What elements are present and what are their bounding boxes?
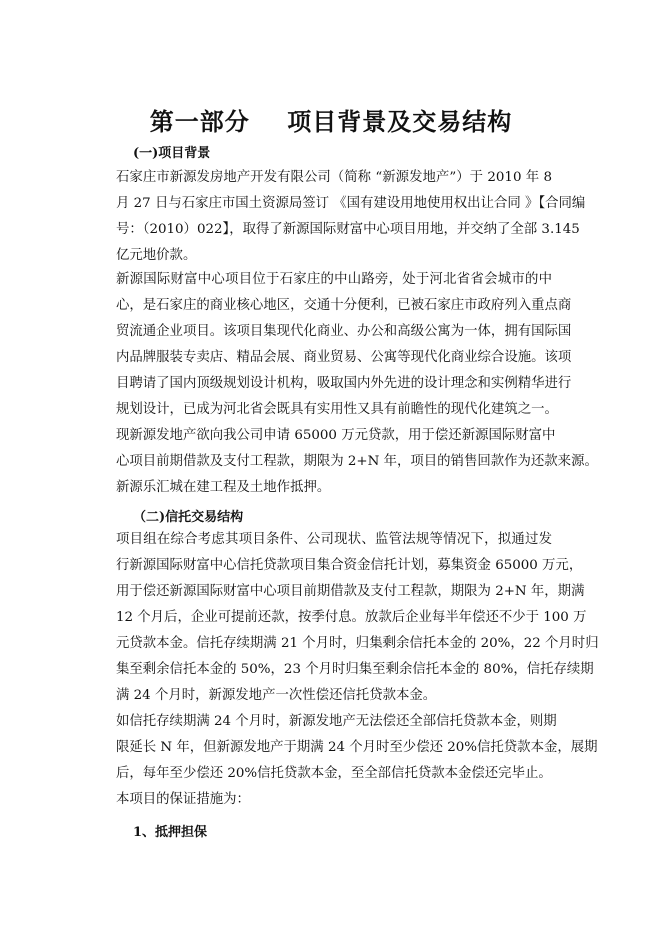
text-line: 集至剩余信托本金的 50%，23 个月时归集至剩余信托本金的 80%，信托存续期 [116,662,594,677]
text-line: 内品牌服装专卖店、精品会展、商业贸易、公寓等现代化商业综合设施。该项 [116,350,572,365]
section-heading-mortgage: 1、抵押担保 [133,825,208,840]
text-line: 新源国际财富中心项目位于石家庄的中山路旁，处于河北省省会城市的中 [116,272,552,287]
text-line: 行新源国际财富中心信托贷款项目集合资金信托计划，募集资金 65000 万元， [116,558,583,573]
paragraph-project-location [116,267,572,423]
paragraph-company-land [116,165,586,269]
section-heading-trust-structure: （二)信托交易结构 [133,510,244,525]
text-line: 满 24 个月时，新源发地产一次性偿还信托贷款本金。 [116,688,437,703]
text-line: 心，是石家庄的商业核心地区，交通十分便利，已被石家庄市政府列入重点商 [116,298,572,313]
text-line: 目聘请了国内顶级规划设计机构，吸取国内外先进的设计理念和实例精华进行 [116,376,572,391]
text-line: 限延长 N 年，但新源发地产于期满 24 个月时至少偿还 20%信托贷款本金，展期 [116,740,598,755]
text-line: 现新源发地产欲向我公司申请 65000 万元贷款，用于偿还新源国际财富中 [116,428,556,443]
text-line: 用于偿还新源国际财富中心项目前期借款及支付工程款，期限为 2+N 年，期满 [116,584,585,599]
text-line: 号：（2010）022】，取得了新源国际财富中心项目用地，并交纳了全部 3.145 [116,222,580,237]
text-line: 本项目的保证措施为： [116,792,250,807]
paragraph-guarantee-intro [116,787,552,813]
text-line: 如信托存续期满 24 个月时，新源发地产无法偿还全部信托贷款本金，则期 [116,714,557,729]
text-line: 心项目前期借款及支付工程款，期限为 2+N 年，项目的销售回款作为还款来源。 [116,454,598,469]
text-line: 规划设计，已成为河北省会既具有实用性又具有前瞻性的现代化建筑之一。 [116,402,558,417]
section-heading-project-background: (一)项目背景 [133,146,211,161]
text-line: 元贷款本金。信托存续期满 21 个月时，归集剩余信托本金的 20%，22 个月时归 [116,636,599,651]
text-line: 后，每年至少偿还 20%信托贷款本金，至全部信托贷款本金偿还完毕止。 [116,766,552,781]
text-line: 贸流通企业项目。该项目集现代化商业、办公和高级公寓为一体，拥有国际国 [116,324,572,339]
paragraph-loan-request [116,423,598,501]
text-line: 亿元地价款。 [116,248,197,263]
paragraph-extension-terms [116,709,598,787]
text-line: 12 个月后，企业可提前还款，按季付息。放款后企业每半年偿还不少于 100 万 [116,610,587,625]
text-line: 月 27 日与石家庄市国土资源局签订 《国有建设用地使用权出让合同 》【合同编 [116,196,586,211]
text-line: 石家庄市新源发房地产开发有限公司（简称 “新源发地产”）于 2010 年 8 [116,170,552,185]
paragraph-trust-plan [116,527,599,709]
page-title: 第一部分 项目背景及交易结构 [149,107,513,136]
text-line: 新源乐汇城在建工程及土地作抵押。 [116,480,331,495]
text-line: 项目组在综合考虑其项目条件、公司现状、监管法规等情况下，拟通过发 [116,532,552,547]
